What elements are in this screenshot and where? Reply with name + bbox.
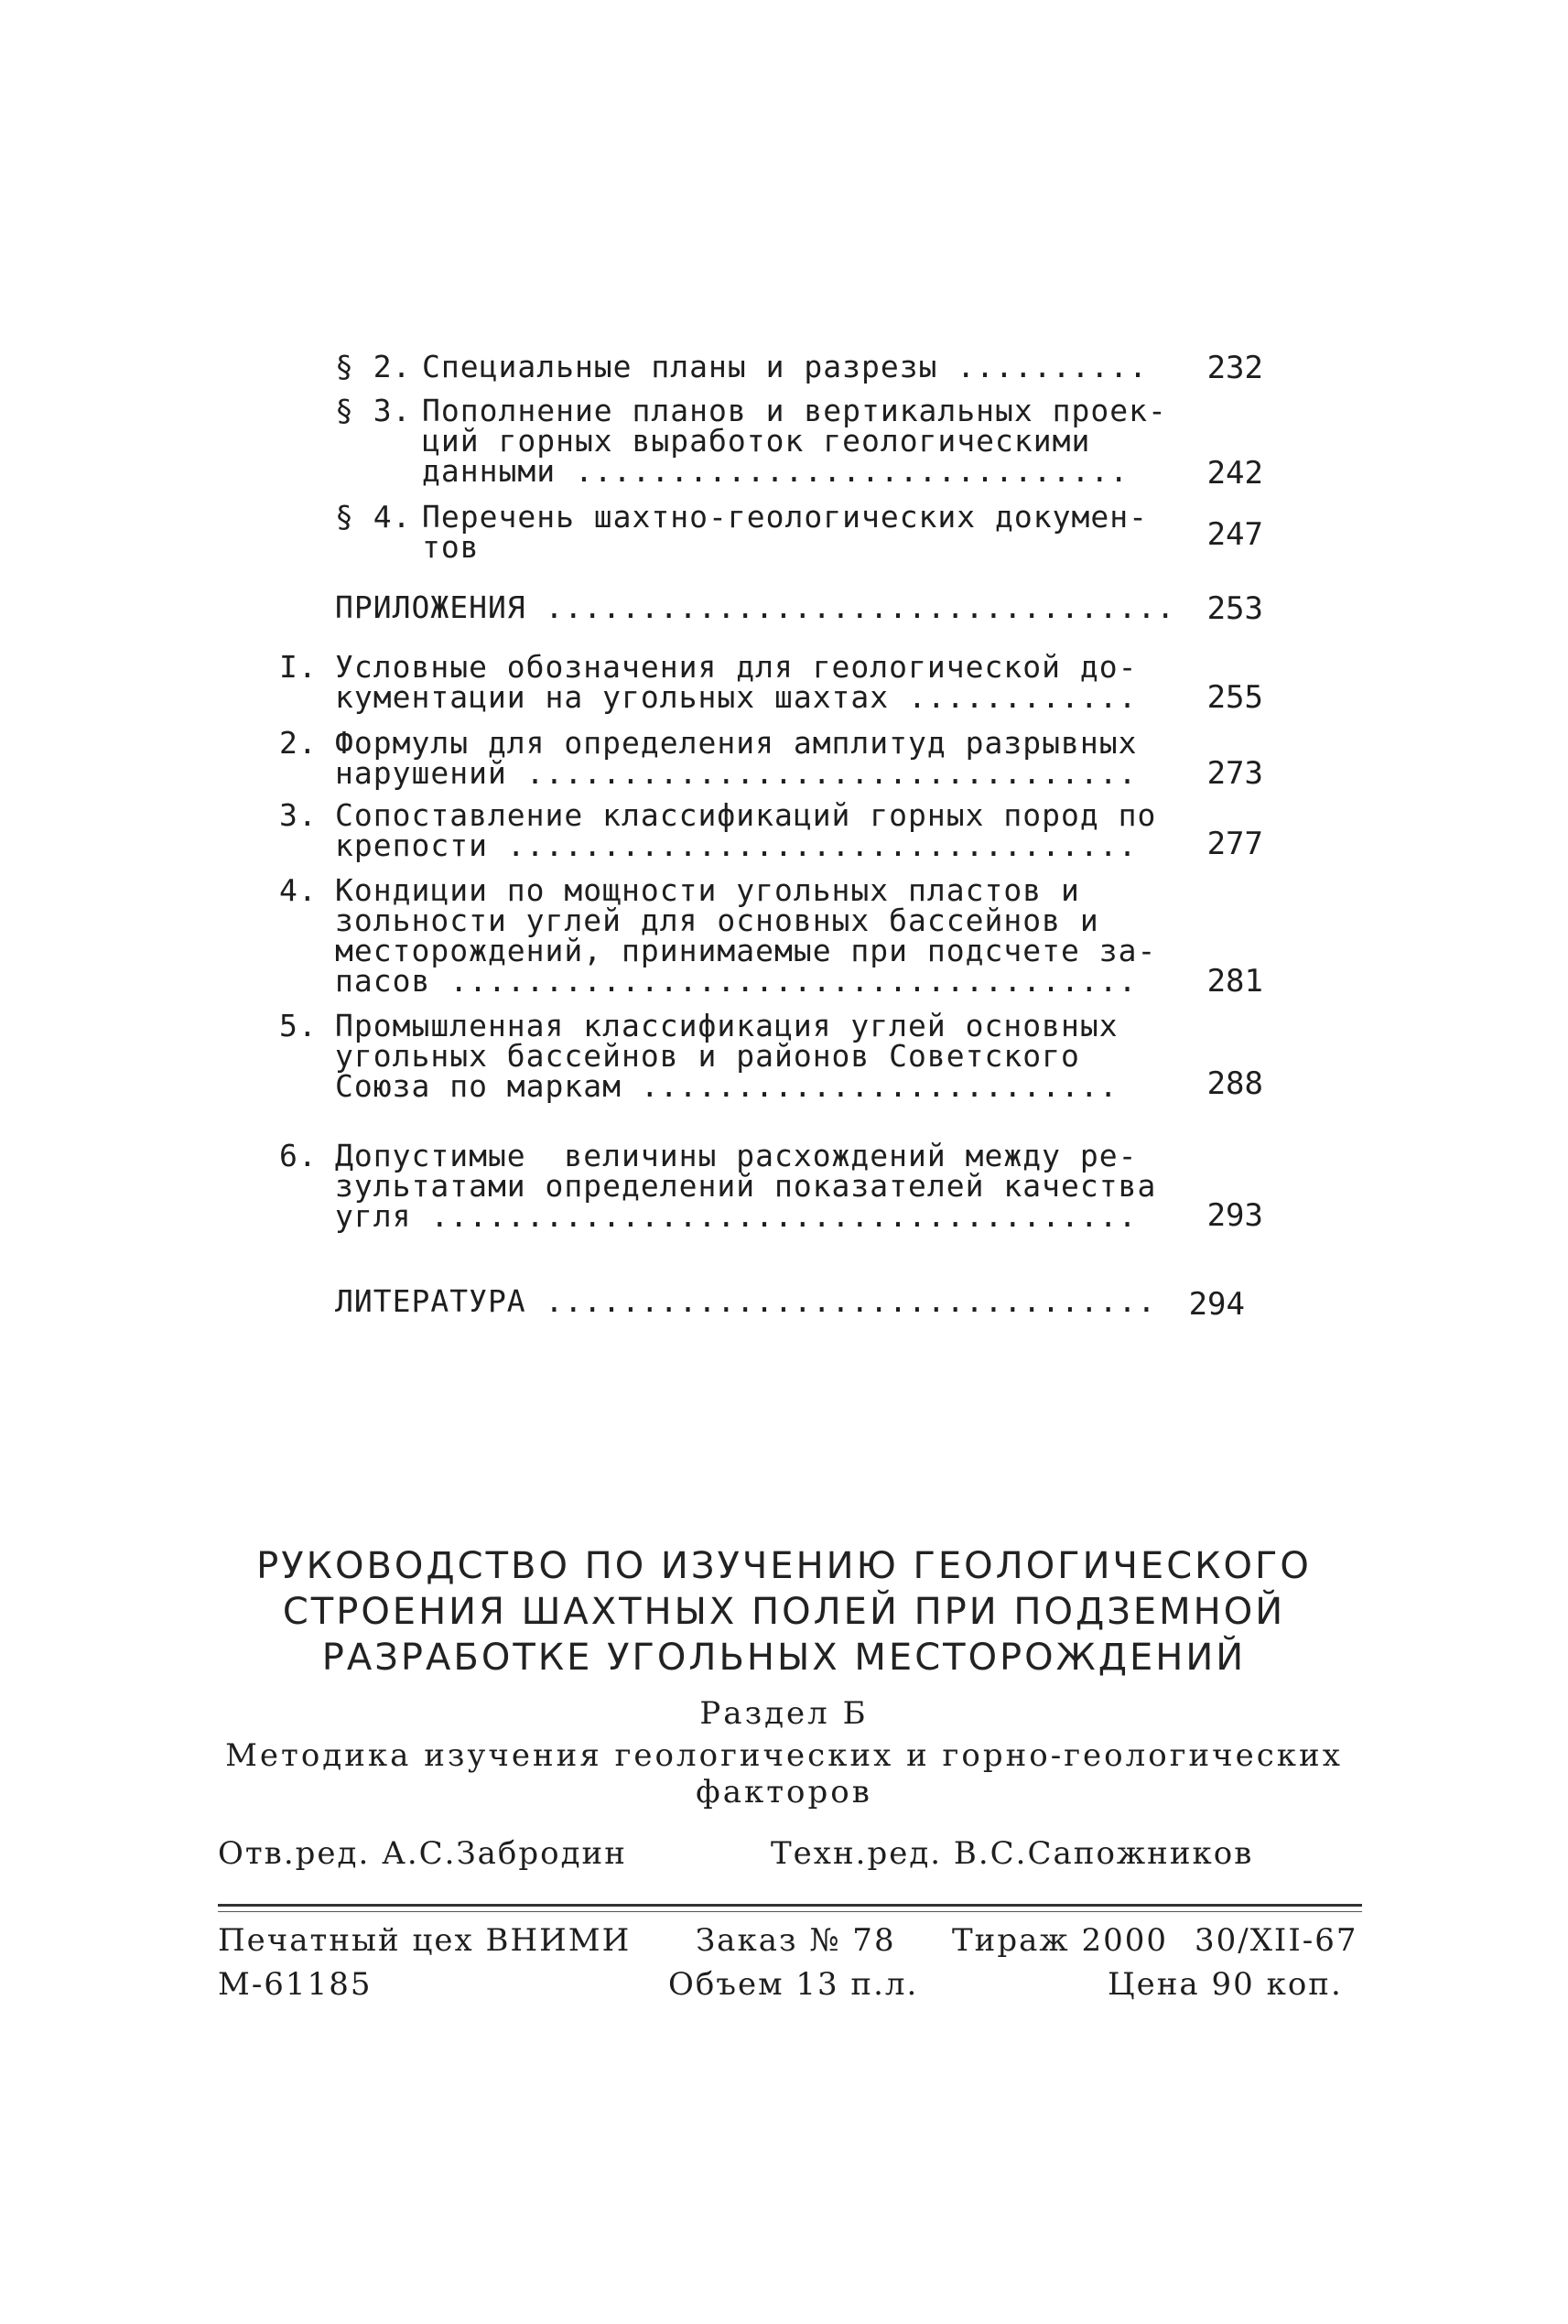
toc-entry-text: зольности углей для основных бассейнов и <box>335 903 1099 938</box>
toc-entry-page: 253 <box>1206 590 1263 627</box>
toc-entry-text: месторождений, принимаемые при подсчете за- <box>335 933 1157 968</box>
book-title-line: СТРОЕНИЯ ШАХТНЫХ ПОЛЕЙ ПРИ ПОДЗЕМНОЙ <box>282 1591 1286 1633</box>
toc-entry-text: тов <box>422 529 480 565</box>
toc-entry-appendix-6 <box>279 1138 1157 1234</box>
toc-entry-text: Допустимые величины расхождений между ре- <box>335 1138 1138 1173</box>
toc-entry-page: 255 <box>1206 679 1263 716</box>
toc-entry-text: ЛИТЕРАТУРА ................................ <box>335 1283 1157 1319</box>
toc-entry-text: Специальные планы и разрезы .......... <box>422 349 1148 384</box>
toc-entry-page: 288 <box>1206 1065 1263 1102</box>
toc-literature <box>335 1283 1157 1319</box>
toc-entry-text: Перечень шахтно-геологических докумен- <box>422 499 1148 535</box>
toc-entry-text: Кондиции по мощности угольных пластов и <box>335 872 1080 908</box>
subtitle-line: Методика изучения геологических и горно-геологических <box>225 1737 1343 1774</box>
toc-entry-number: § 4. <box>335 499 412 535</box>
toc-entry-section-2 <box>335 351 1148 382</box>
toc-entry-number: § 2. <box>335 349 412 384</box>
toc-entry-number: I. <box>279 649 318 685</box>
publication-code: М-61185 <box>218 1966 373 2003</box>
toc-entry-appendix-5 <box>279 1008 1119 1104</box>
toc-entry-number: 4. <box>279 872 318 908</box>
book-title-line: РУКОВОДСТВО ПО ИЗУЧЕНИЮ ГЕОЛОГИЧЕСКОГО <box>256 1545 1312 1587</box>
price: Цена 90 коп. <box>1108 1966 1343 2003</box>
toc-entry-number: 2. <box>279 725 318 761</box>
toc-entry-text: зультатами определений показателей качества <box>335 1168 1157 1204</box>
print-date: 30/XII-67 <box>1195 1922 1358 1959</box>
toc-entry-text: Сопоставление классификаций горных пород по <box>335 797 1157 833</box>
toc-entry-text: нарушений ................................ <box>335 755 1138 791</box>
toc-entry-text: угля ..................................... <box>335 1198 1138 1234</box>
toc-entry-text: Формулы для определения амплитуд разрывных <box>335 725 1138 761</box>
print-shop: Печатный цех ВНИМИ <box>218 1922 632 1959</box>
divider <box>218 1904 1362 1907</box>
responsible-editor: Отв.ред. А.С.Забродин <box>218 1835 627 1872</box>
toc-entry-appendix-4 <box>279 872 1157 999</box>
toc-entry-text: данными ............................. <box>422 453 1130 489</box>
toc-entry-text: Пополнение планов и вертикальных проек- <box>422 393 1167 428</box>
toc-entry-appendix-2 <box>279 725 1138 791</box>
toc-entry-page: 294 <box>1188 1286 1245 1323</box>
toc-entry-page: 247 <box>1206 516 1263 553</box>
toc-entry-page: 242 <box>1206 455 1263 492</box>
toc-entry-text: ПРИЛОЖЕНИЯ ................................. <box>335 589 1176 625</box>
order-number: Заказ № 78 <box>696 1922 896 1959</box>
toc-entry-text: угольных бассейнов и районов Советского <box>335 1038 1080 1074</box>
volume: Объем 13 п.л. <box>668 1966 919 2003</box>
toc-entry-text: крепости ................................. <box>335 827 1138 863</box>
toc-entry-text: Условные обозначения для геологической до- <box>335 649 1138 685</box>
toc-entry-section-4 <box>335 499 1148 565</box>
toc-entry-number: 6. <box>279 1138 318 1173</box>
toc-entry-page: 232 <box>1206 350 1263 386</box>
toc-entry-page: 281 <box>1206 963 1263 1000</box>
toc-appendix-header <box>335 589 1176 625</box>
toc-entry-text: кументации на угольных шахтах ............ <box>335 679 1138 715</box>
section-label: Раздел Б <box>699 1695 869 1732</box>
toc-entry-number: 5. <box>279 1008 318 1043</box>
toc-entry-appendix-3 <box>279 797 1157 863</box>
circulation: Тираж 2000 <box>952 1922 1168 1959</box>
toc-entry-number: 3. <box>279 797 318 833</box>
toc-entry-text: Промышленная классификация углей основных <box>335 1008 1119 1043</box>
toc-entry-text: ций горных выработок геологическими <box>422 423 1091 459</box>
toc-entry-appendix-1 <box>279 649 1138 715</box>
technical-editor: Техн.ред. В.С.Сапожников <box>771 1835 1254 1872</box>
subtitle-line: факторов <box>696 1774 872 1811</box>
toc-entry-section-3 <box>335 393 1167 489</box>
toc-entry-page: 273 <box>1206 755 1263 792</box>
book-title-line: РАЗРАБОТКЕ УГОЛЬНЫХ МЕСТОРОЖДЕНИЙ <box>321 1637 1247 1679</box>
toc-entry-number: § 3. <box>335 393 412 428</box>
toc-entry-page: 293 <box>1206 1197 1263 1234</box>
divider <box>218 1911 1362 1912</box>
toc-entry-text: пасов .................................... <box>335 963 1138 999</box>
toc-entry-text: Союза по маркам ......................... <box>335 1068 1119 1104</box>
toc-entry-page: 277 <box>1206 826 1263 862</box>
